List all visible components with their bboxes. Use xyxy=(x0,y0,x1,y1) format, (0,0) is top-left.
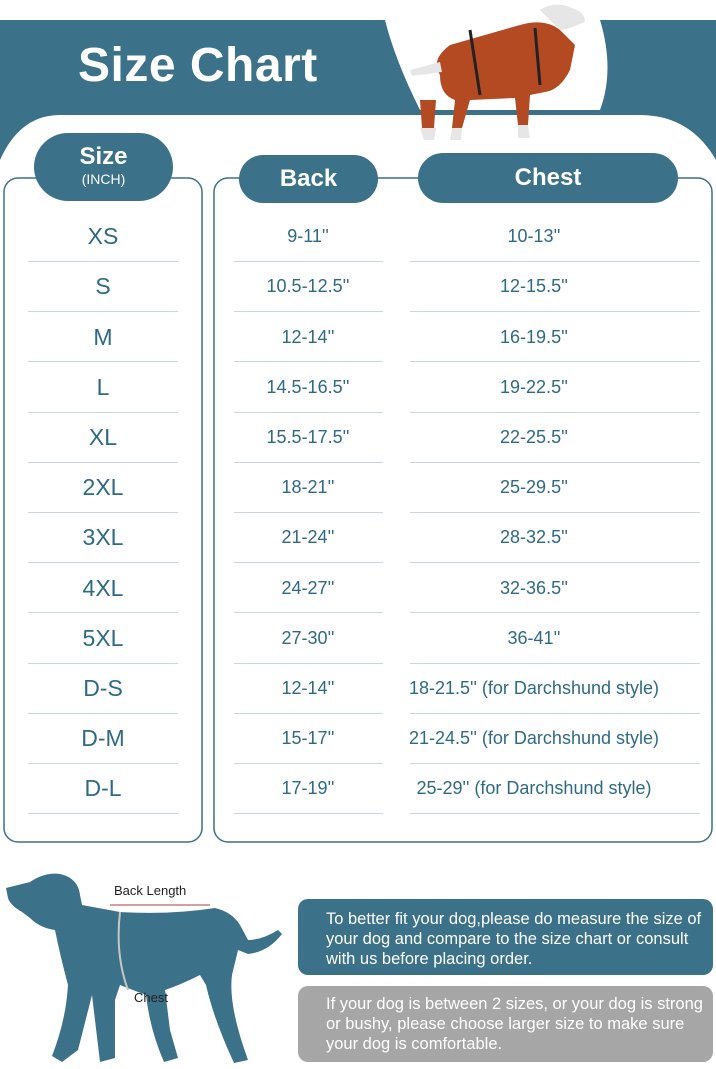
chest-cell: 19-22.5'' xyxy=(500,376,568,397)
chest-cell: 36-41'' xyxy=(507,627,561,648)
size-cell: 4XL xyxy=(82,574,124,601)
size-unit-label: (INCH) xyxy=(81,171,126,187)
chest-cell: 25-29'' (for Darchshund style) xyxy=(416,778,652,799)
row-divider xyxy=(410,562,700,563)
chest-cell: 16-19.5'' xyxy=(500,326,568,347)
size-cell: D-L xyxy=(84,775,122,802)
back-cell: 15-17'' xyxy=(281,728,335,749)
back-cell: 10.5-12.5'' xyxy=(266,276,350,297)
chest-measure-label: Chest xyxy=(134,990,168,1005)
chest-cell: 18-21.5'' (for Darchshund style) xyxy=(409,678,659,698)
back-cell: 14.5-16.5'' xyxy=(266,376,350,397)
fit-advice-note: To better fit your dog,please do measure the size of your dog and compare to the size chart or consult with us before placing order. xyxy=(298,899,713,975)
row-divider xyxy=(234,663,383,664)
row-divider xyxy=(410,361,700,362)
row-divider xyxy=(410,713,700,714)
size-cell: D-S xyxy=(83,675,123,701)
row-divider xyxy=(234,311,383,312)
back-cell: 12-14'' xyxy=(281,678,335,698)
chest-cell: 10-13'' xyxy=(507,226,561,247)
row-divider xyxy=(28,311,178,312)
row-divider xyxy=(28,412,178,413)
chest-cell: 22-25.5'' xyxy=(500,427,568,447)
chest-header: Chest xyxy=(418,153,678,203)
row-divider xyxy=(410,261,700,262)
size-cell: XS xyxy=(87,223,119,250)
row-divider xyxy=(234,462,383,463)
row-divider xyxy=(410,412,700,413)
size-cell: L xyxy=(96,373,110,400)
row-divider xyxy=(410,612,700,613)
chest-cell: 25-29.5'' xyxy=(500,477,568,498)
row-divider xyxy=(234,562,383,563)
row-divider xyxy=(410,311,700,312)
chest-cell: 21-24.5'' (for Darchshund style) xyxy=(409,728,659,749)
row-divider xyxy=(28,612,178,613)
row-divider xyxy=(234,713,383,714)
back-cell: 21-24'' xyxy=(281,527,335,548)
row-divider xyxy=(234,813,383,814)
row-divider xyxy=(28,512,178,513)
back-header: Back xyxy=(239,155,378,203)
row-divider xyxy=(410,663,700,664)
row-divider xyxy=(234,763,383,764)
page-title: Size Chart xyxy=(78,39,318,92)
chest-cell: 28-32.5'' xyxy=(500,527,568,548)
size-cell: 3XL xyxy=(82,524,124,551)
row-divider xyxy=(28,361,178,362)
back-cell: 17-19'' xyxy=(281,778,335,799)
row-divider xyxy=(234,612,383,613)
row-divider xyxy=(234,412,383,413)
size-cell: 5XL xyxy=(82,624,124,651)
row-divider xyxy=(234,261,383,262)
size-cell: S xyxy=(95,273,111,300)
row-divider xyxy=(234,512,383,513)
size-cell: D-M xyxy=(81,725,125,752)
row-divider xyxy=(410,462,700,463)
back-cell: 27-30'' xyxy=(281,627,335,648)
back-length-label: Back Length xyxy=(114,883,187,898)
size-header-label: Size xyxy=(79,143,128,170)
row-divider xyxy=(410,763,700,764)
row-divider xyxy=(28,462,178,463)
dog-coat-photo xyxy=(410,4,585,140)
row-divider xyxy=(28,261,178,262)
dog-measurement-silhouette xyxy=(6,874,282,1063)
back-cell: 12-14'' xyxy=(281,326,335,347)
between-sizes-note: If your dog is between 2 sizes, or your dog is strong or bushy, please choose larger size to make sure your dog is comfortable. xyxy=(298,986,713,1062)
row-divider xyxy=(28,562,178,563)
back-cell: 9-11'' xyxy=(287,226,329,247)
row-divider xyxy=(410,512,700,513)
size-cell: M xyxy=(93,323,113,350)
size-cell: 2XL xyxy=(82,474,124,501)
row-divider xyxy=(28,663,178,664)
row-divider xyxy=(28,813,178,814)
row-divider xyxy=(234,361,383,362)
back-cell: 18-21'' xyxy=(281,477,335,498)
size-header xyxy=(34,133,173,201)
chest-cell: 12-15.5'' xyxy=(500,276,568,297)
row-divider xyxy=(28,713,178,714)
chest-cell: 32-36.5'' xyxy=(500,577,568,598)
row-divider xyxy=(410,813,700,814)
row-divider xyxy=(28,763,178,764)
back-cell: 15.5-17.5'' xyxy=(266,427,350,447)
back-cell: 24-27'' xyxy=(281,577,335,598)
size-cell: XL xyxy=(88,424,118,450)
